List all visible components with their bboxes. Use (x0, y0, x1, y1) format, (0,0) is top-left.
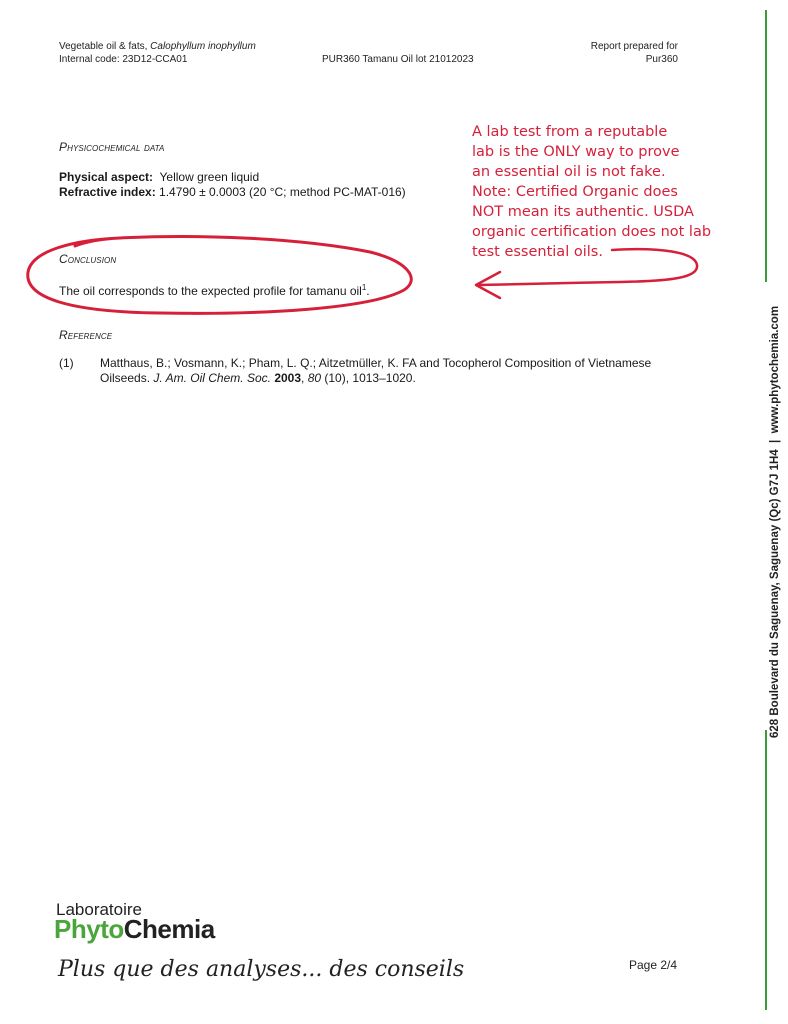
reference-citation: Matthaus, B.; Vosmann, K.; Pham, L. Q.; Aitzetmüller, K. FA and Tocopherol Composition of Vietnamese Oilseeds. J. Am. Oil Chem. Soc. 2003, 80 (10), 1013–1020. (100, 356, 652, 385)
header-product: Vegetable oil & fats, Calophyllum inophyllum (59, 41, 256, 52)
arrow-head-icon (476, 272, 500, 298)
header-client: Pur360 (645, 54, 678, 65)
species-name: Calophyllum inophyllum (150, 41, 256, 52)
physical-aspect-value: Yellow green liquid (159, 170, 260, 184)
conclusion-title: Conclusion (59, 252, 117, 266)
reference-volume: 80 (307, 371, 322, 385)
refractive-index (59, 185, 406, 200)
annotation-line: NOT mean its authentic. USDA (472, 204, 694, 220)
header-right (560, 40, 678, 66)
reference-journal: J. Am. Oil Chem. Soc. (153, 371, 271, 385)
annotation-line: an essential oil is not fake. (472, 164, 666, 180)
annotation-note (472, 122, 722, 262)
annotation-line: lab is the ONLY way to prove (472, 144, 680, 160)
conclusion-circle (28, 237, 412, 314)
header-internal-code: Internal code: 23D12-CCA01 (59, 54, 188, 65)
footnote-marker: 1 (361, 283, 367, 292)
page-number: Page 2/4 (629, 958, 678, 972)
reference-number: (1) (59, 356, 74, 370)
conclusion-text: The oil corresponds to the expected profile for tamanu oil$^1$. (59, 283, 370, 298)
sidebar-line-bottom (765, 730, 767, 1010)
annotation-line: A lab test from a reputable (472, 124, 668, 140)
reference-year: 2003 (274, 371, 302, 385)
refractive-index-value: 1.4790 ± 0.0003 (20 °C; method PC-MAT-016) (159, 185, 406, 199)
annotation-line: organic certification does not lab (472, 224, 712, 240)
header-prepared-for: Report prepared for (590, 41, 678, 52)
header-left (59, 40, 256, 66)
annotation-line: test essential oils. (472, 244, 603, 260)
sidebar-address: 628 Boulevard du Saguenay, Saguenay (Qc) G7J 1H4 | www.phytochemia.com (769, 305, 781, 738)
header-lot: PUR360 Tamanu Oil lot 21012023 (322, 54, 474, 65)
logo-slogan: Plus que des analyses... des conseils (58, 957, 465, 982)
sidebar-separator: | (769, 439, 781, 443)
logo-phytochemia: PhytoChemia (54, 914, 215, 944)
physicochemical-title: Physicochemical data (59, 140, 165, 154)
annotation-line: Note: Certified Organic does (472, 184, 678, 200)
physical-aspect (59, 170, 259, 185)
reference-title: Reference (59, 328, 113, 342)
logo-laboratoire: Laboratoire (56, 900, 143, 919)
refractive-index-label: Refractive index: (59, 185, 156, 199)
physical-aspect-label: Physical aspect: (59, 170, 154, 184)
sidebar-line-top (765, 10, 767, 282)
sidebar-website[interactable]: www.phytochemia.com (769, 305, 781, 434)
